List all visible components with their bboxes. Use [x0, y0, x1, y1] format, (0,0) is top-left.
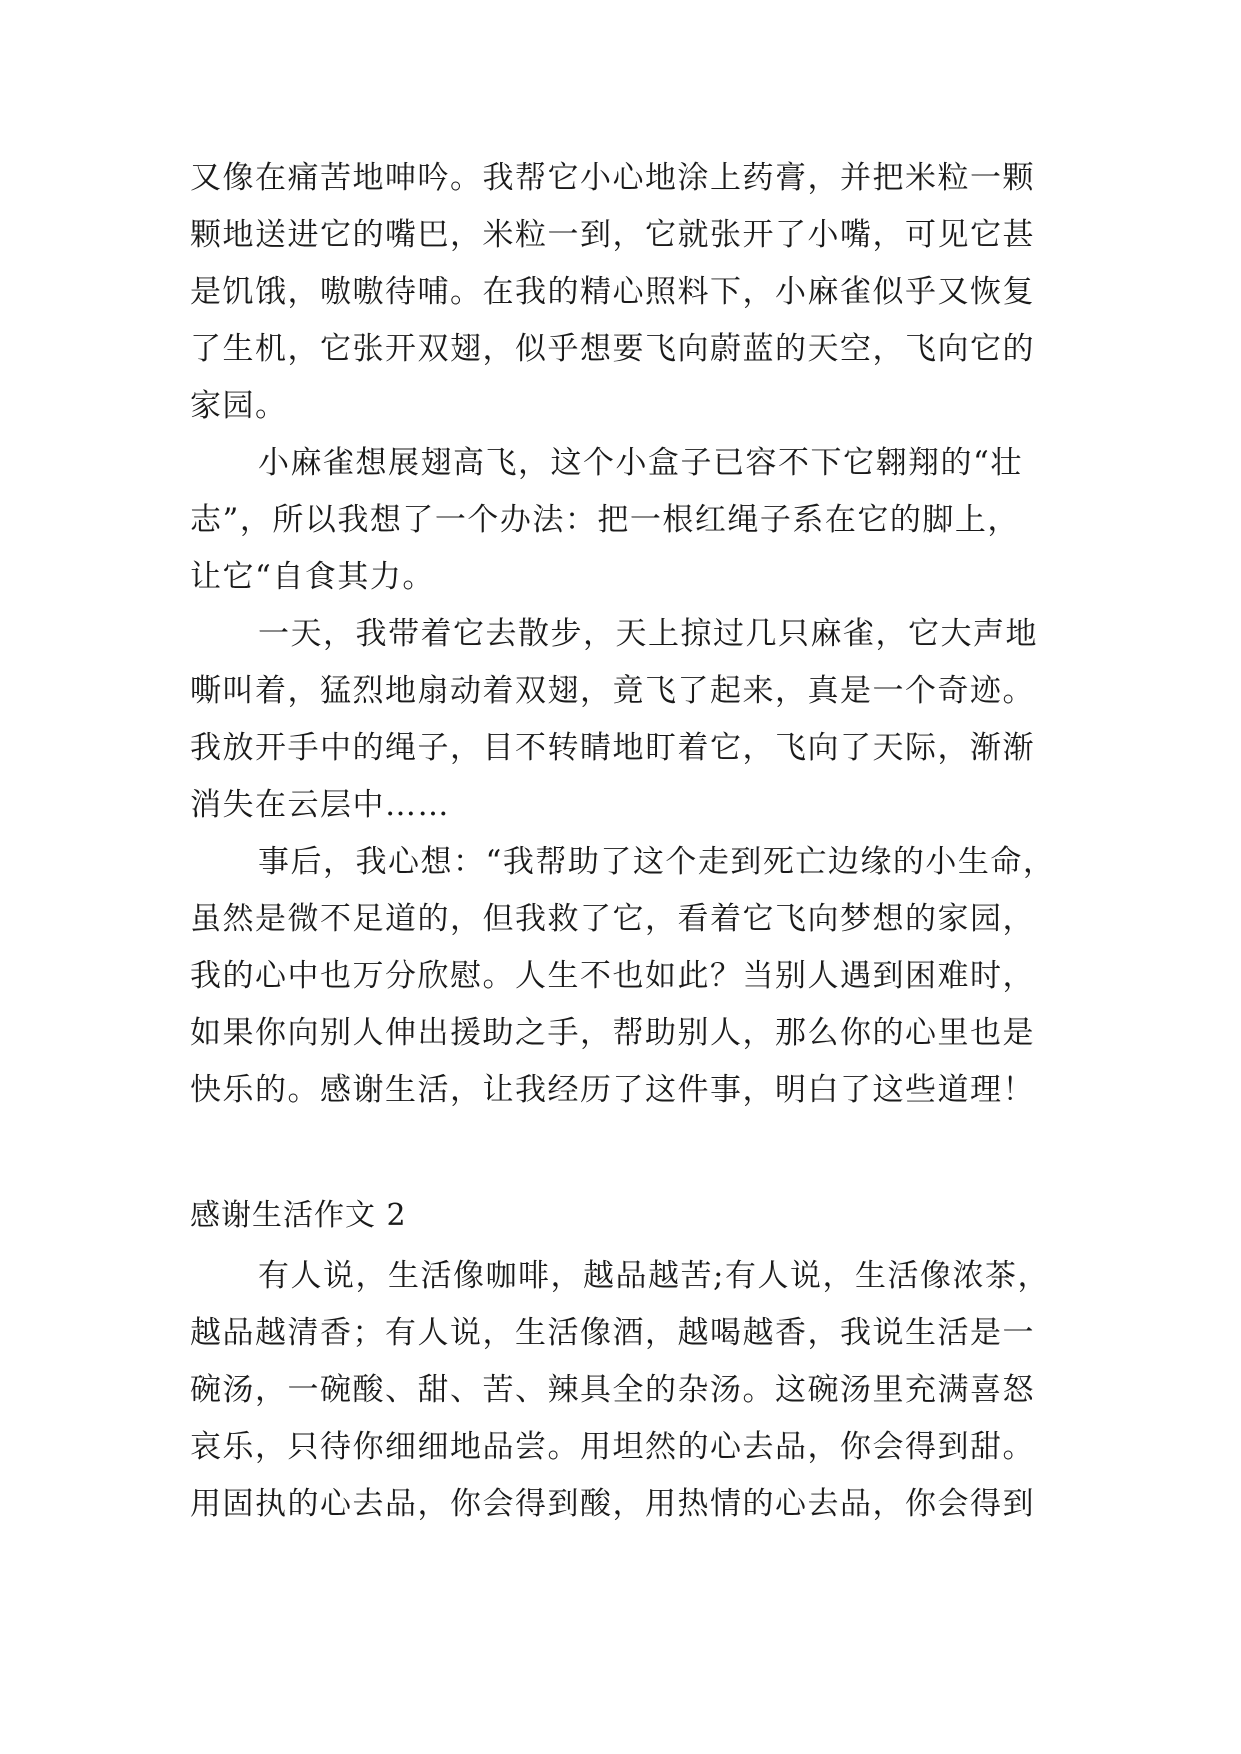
- text-line: 越品越清香；有人说，生活像酒，越喝越香，我说生活是一: [190, 1315, 1035, 1351]
- text-line: 消失在云层中……: [190, 787, 450, 823]
- text-line: 家园。: [190, 388, 288, 424]
- text-line: 快乐的。感谢生活，让我经历了这件事，明白了这些道理！: [190, 1072, 1035, 1108]
- text-line: 又像在痛苦地呻吟。我帮它小心地涂上药膏，并把米粒一颗: [190, 160, 1035, 196]
- text-line: 我放开手中的绳子，目不转睛地盯着它，飞向了天际，渐渐: [190, 730, 1035, 766]
- text-line: 哀乐，只待你细细地品尝。用坦然的心去品，你会得到甜。: [190, 1429, 1035, 1465]
- text-line: 有人说，生活像咖啡，越品越苦;有人说，生活像浓茶，: [258, 1258, 1050, 1294]
- text-line: 虽然是微不足道的，但我救了它，看着它飞向梦想的家园，: [190, 901, 1035, 937]
- section-title: 感谢生活作文 2: [190, 1198, 407, 1233]
- text-line: 志”，所以我想了一个办法：把一根红绳子系在它的脚上，: [190, 502, 1020, 538]
- text-line: 颗地送进它的嘴巴，米粒一到，它就张开了小嘴，可见它甚: [190, 217, 1035, 253]
- text-line: 如果你向别人伸出援助之手，帮助别人，那么你的心里也是: [190, 1015, 1035, 1051]
- text-line: 是饥饿，嗷嗷待哺。在我的精心照料下，小麻雀似乎又恢复: [190, 274, 1035, 310]
- text-line: 让它“自食其力。: [190, 559, 435, 595]
- text-line: 碗汤，一碗酸、甜、苦、辣具全的杂汤。这碗汤里充满喜怒: [190, 1372, 1035, 1408]
- text-line: 嘶叫着，猛烈地扇动着双翅，竟飞了起来，真是一个奇迹。: [190, 673, 1035, 709]
- text-line: 小麻雀想展翅高飞，这个小盒子已容不下它翱翔的“壮: [258, 445, 1023, 481]
- text-line: 用固执的心去品，你会得到酸，用热情的心去品，你会得到: [190, 1486, 1035, 1522]
- text-line: 我的心中也万分欣慰。人生不也如此？当别人遇到困难时，: [190, 958, 1035, 994]
- text-line: 了生机，它张开双翅，似乎想要飞向蔚蓝的天空，飞向它的: [190, 331, 1035, 367]
- text-line: 一天，我带着它去散步，天上掠过几只麻雀，它大声地: [258, 616, 1038, 652]
- text-line: 事后，我心想：“我帮助了这个走到死亡边缘的小生命，: [258, 844, 1056, 880]
